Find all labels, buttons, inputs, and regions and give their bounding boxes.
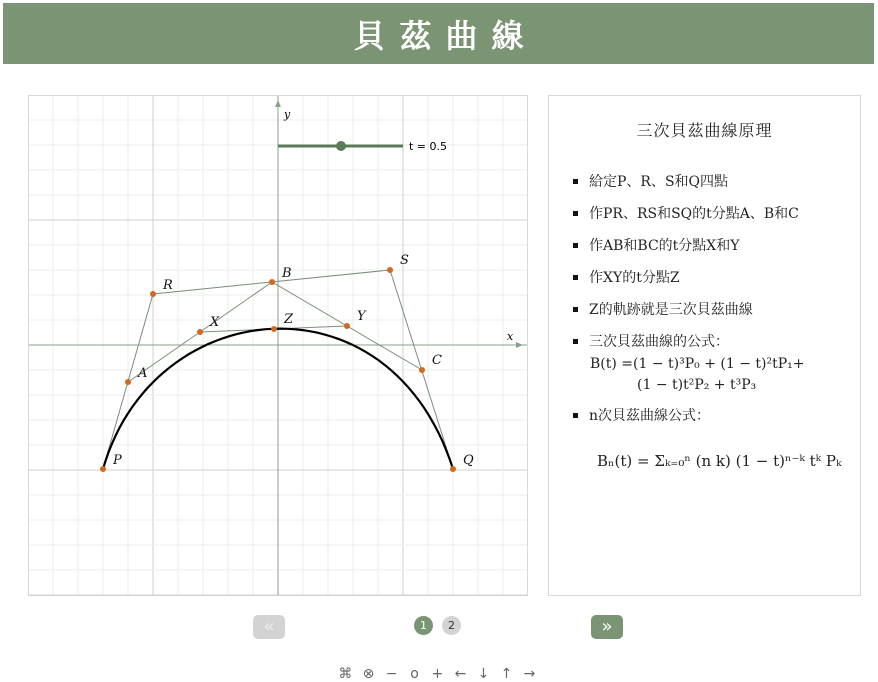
label-c: C: [432, 353, 442, 368]
point-p[interactable]: [100, 466, 106, 472]
list-item: 三次貝茲曲線的公式：: [573, 326, 853, 358]
panel-title: 三次貝茲曲線原理: [636, 121, 773, 140]
arrow-up-icon[interactable]: ↑: [500, 666, 513, 682]
x-axis-label: x: [507, 330, 514, 343]
slider-label: t = 0.5: [409, 140, 448, 153]
graph-svg[interactable]: [29, 96, 527, 595]
arrow-right-icon[interactable]: →: [523, 666, 536, 682]
zoom-out-icon[interactable]: −: [385, 666, 398, 682]
prev-page-button[interactable]: «: [253, 615, 285, 639]
point-y: [344, 323, 350, 329]
command-icon[interactable]: ⌘: [338, 666, 353, 682]
list-item: 作AB和BC的t分點X和Y: [573, 230, 853, 262]
cubic-formula-line2: (1 − t)t²P₂ + t³P₃: [637, 377, 757, 393]
cubic-formula-line1: B(t) =(1 − t)³P₀ + (1 − t)²tP₁+: [590, 356, 805, 372]
cubic-formula: [590, 354, 804, 396]
point-x: [197, 329, 203, 335]
label-a: A: [138, 366, 148, 381]
explanation-panel: [548, 95, 861, 596]
reset-icon[interactable]: ⊗: [362, 666, 375, 682]
point-z: [271, 326, 277, 332]
list-item: 作XY的t分點Z: [573, 262, 853, 294]
list-item: 給定P、R、S和Q四點: [573, 166, 853, 198]
point-q[interactable]: [450, 466, 456, 472]
arrow-down-icon[interactable]: ↓: [477, 666, 490, 682]
list-item: n次貝茲曲線公式：: [573, 400, 853, 432]
label-p: P: [113, 453, 122, 468]
page-dot-1[interactable]: 1: [414, 616, 433, 635]
point-a: [125, 379, 131, 385]
label-y: Y: [357, 309, 366, 324]
list-item: 作PR、RS和SQ的t分點A、B和C: [573, 198, 853, 230]
label-z: Z: [284, 312, 294, 327]
page-dot-2[interactable]: 2: [442, 616, 461, 635]
title-bar: [3, 3, 874, 64]
page-title: 貝茲曲線: [353, 16, 538, 55]
origin-icon[interactable]: o: [410, 666, 419, 682]
y-axis-label: y: [284, 108, 291, 121]
point-c: [419, 367, 425, 373]
label-r: R: [163, 278, 173, 293]
label-s: S: [400, 253, 409, 268]
graph-canvas[interactable]: [28, 95, 536, 682]
point-s[interactable]: [387, 267, 393, 273]
point-b: [269, 279, 275, 285]
point-r[interactable]: [150, 291, 156, 297]
label-x: X: [210, 315, 220, 330]
label-q: Q: [463, 453, 474, 468]
label-b: B: [282, 266, 292, 281]
list-item: Z的軌跡就是三次貝茲曲線: [573, 294, 853, 326]
graph-toolbar: [334, 666, 541, 682]
arrow-left-icon[interactable]: ←: [454, 666, 467, 682]
zoom-in-icon[interactable]: +: [431, 666, 444, 682]
next-page-button[interactable]: »: [591, 615, 623, 639]
general-formula: Bₙ(t) = Σₖ₌₀ⁿ (n k) (1 − t)ⁿ⁻ᵏ tᵏ Pₖ: [597, 452, 842, 470]
slider-handle[interactable]: [336, 141, 346, 151]
